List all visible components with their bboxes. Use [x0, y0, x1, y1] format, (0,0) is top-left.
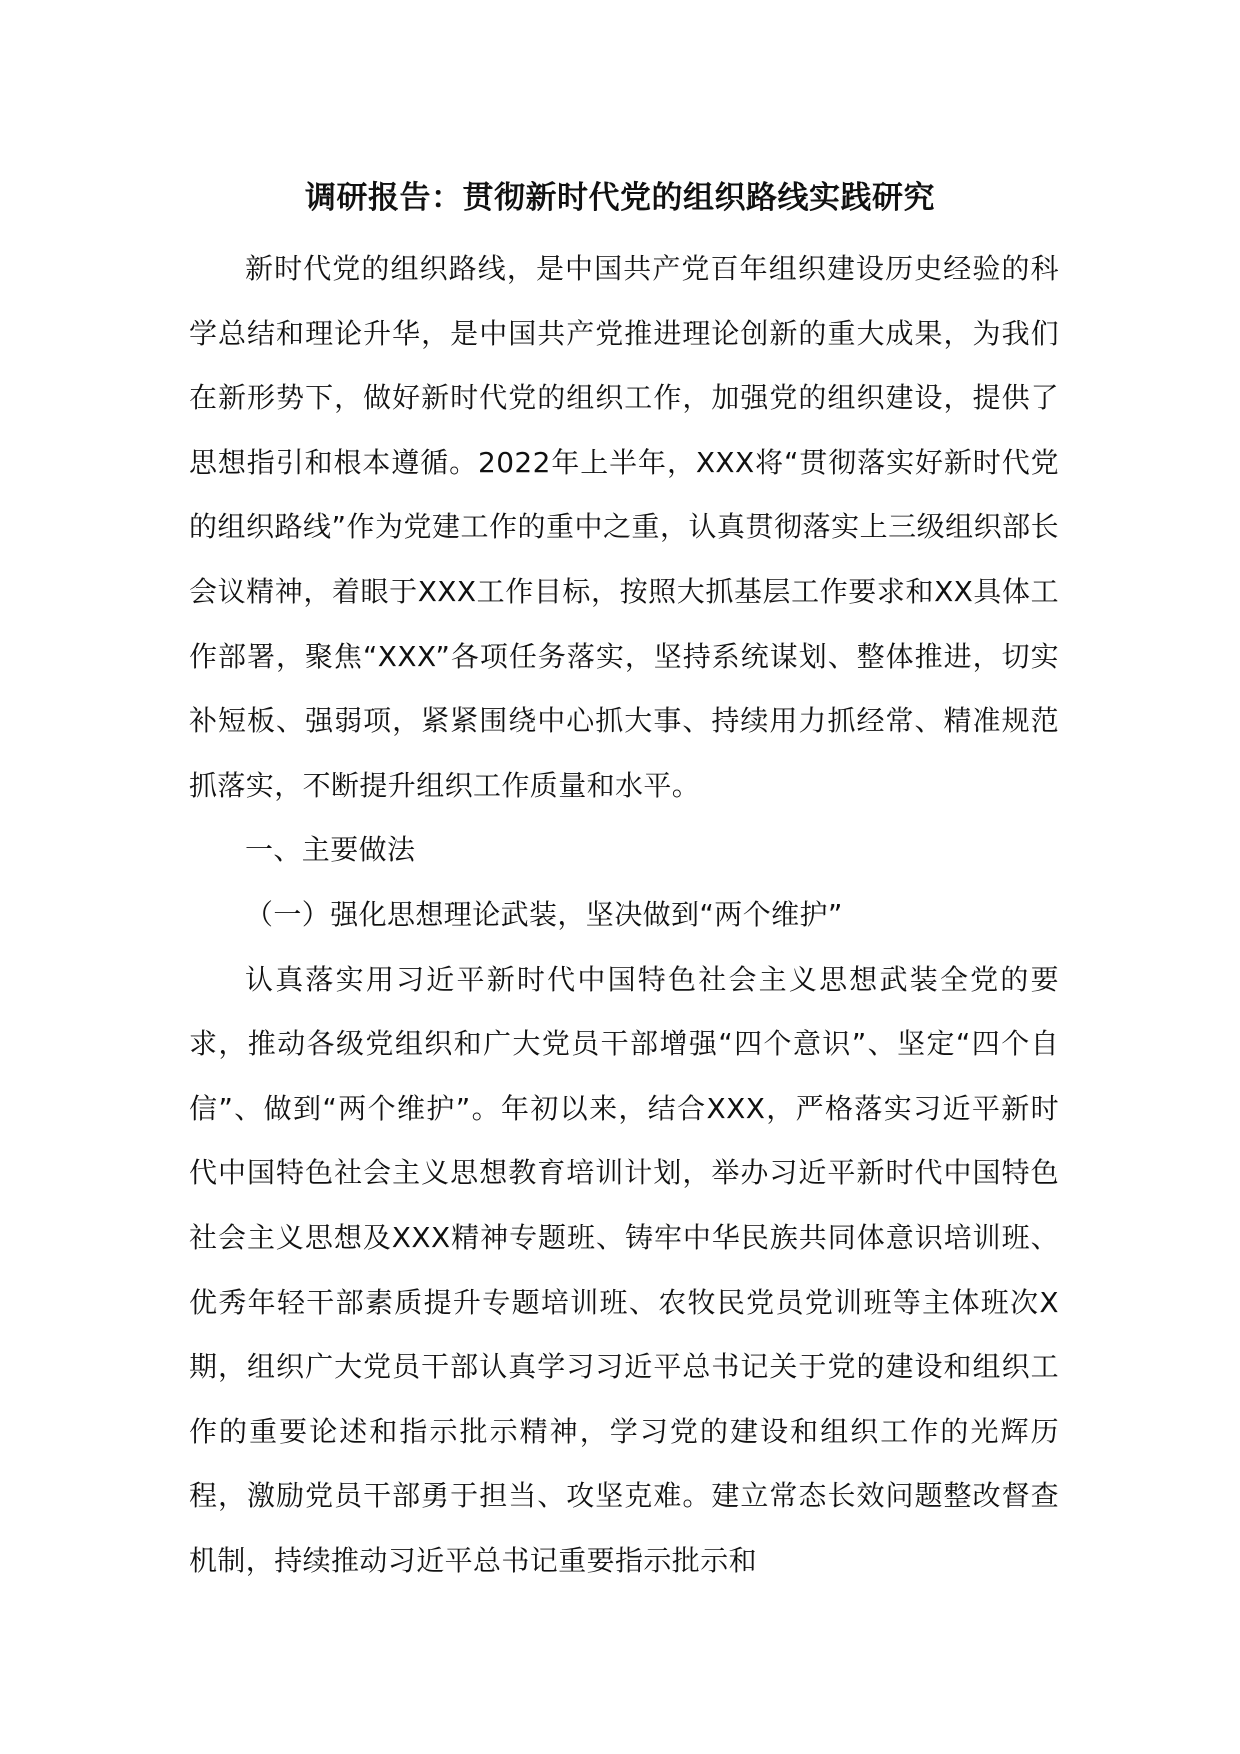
intro-paragraph: 新时代党的组织路线，是中国共产党百年组织建设历史经验的科学总结和理论升华，是中国共产党推进理论创新的重大成果，为我们在新形势下，做好新时代党的组织工作，加强党的组织建设，提供了思想指引和根本遵循。2022年上半年，XXX将“贯彻落实好新时代党的组织路线”作为党建工作的重中之重，认真贯彻落实上三级组织部长会议精神，着眼于XXX工作目标，按照大抓基层工作要求和XX具体工作部署，聚焦“XXX”各项任务落实，坚持系统谋划、整体推进，切实补短板、强弱项，紧紧围绕中心抓大事、持续用力抓经常、精准规范抓落实，不断提升组织工作质量和水平。: [189, 252, 1059, 802]
section-heading: 一、主要做法: [245, 833, 416, 867]
document-title: 调研报告：贯彻新时代党的组织路线实践研究: [305, 180, 935, 216]
body-paragraph: 认真落实用习近平新时代中国特色社会主义思想武装全党的要求，推动各级党组织和广大党员干部增强“四个意识”、坚定“四个自信”、做到“两个维护”。年初以来，结合XXX，严格落实习近平新时代中国特色社会主义思想教育培训计划，举办习近平新时代中国特色社会主义思想及XXX精神专题班、铸牢中华民族共同体意识培训班、优秀年轻干部素质提升专题培训班、农牧民党员党训班等主体班次X期，组织广大党员干部认真学习习近平总书记关于党的建设和组织工作的重要论述和指示批示精神，学习党的建设和组织工作的光辉历程，激励党员干部勇于担当、攻坚克难。建立常态长效问题整改督查机制，持续推动习近平总书记重要指示批示和: [189, 962, 1059, 1577]
subsection-heading: （一）强化思想理论武装，坚决做到“两个维护”: [245, 897, 843, 931]
document-body: [189, 237, 1059, 1593]
